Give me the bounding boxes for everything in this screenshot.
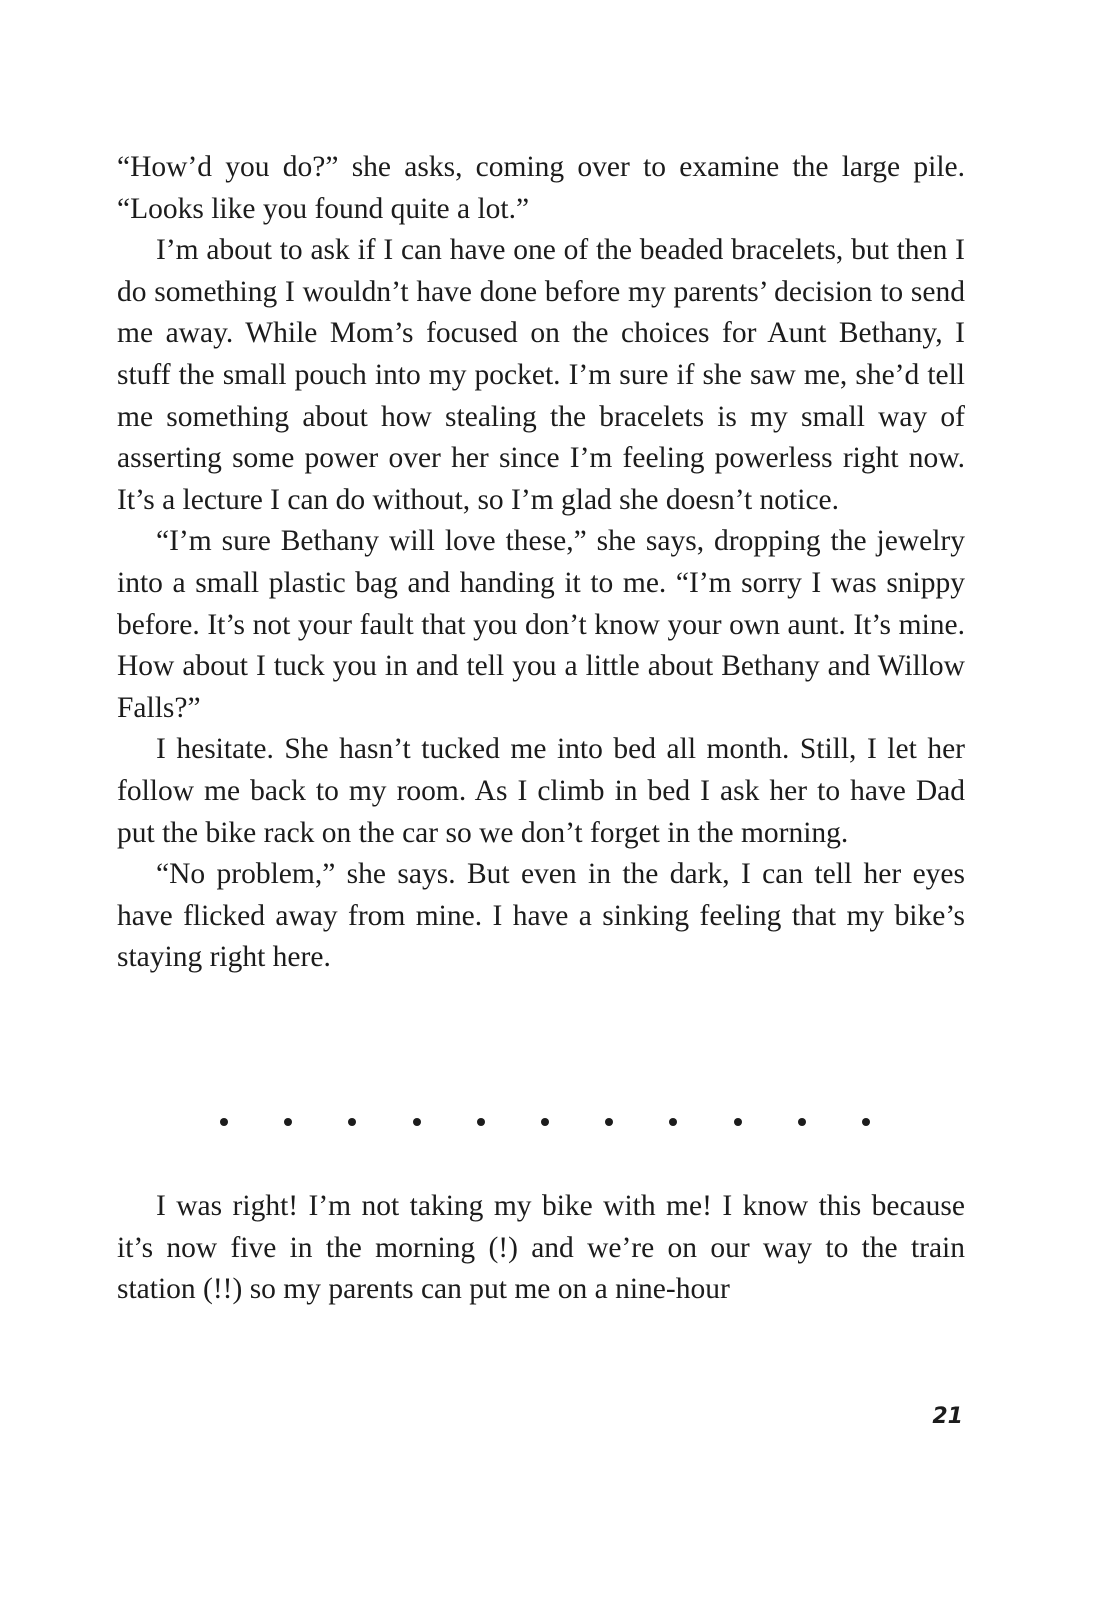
paragraph: I was right! I’m not taking my bike with me! I know this because it’s now five in the morning (!) and we’re on our way to the train station (!!) so my parents can put me on a nine-hour (117, 1190, 965, 1306)
separator-dot (220, 1118, 228, 1126)
separator-dot (477, 1118, 485, 1126)
section-break-separator (220, 1112, 870, 1132)
separator-dot (669, 1118, 677, 1126)
separator-dot (348, 1118, 356, 1126)
paragraph: “I’m sure Bethany will love these,” she says, dropping the jewelry into a small plastic bag and handing it to me. “I’m sorry I was snippy before. It’s not your fault that you don’t know your own aunt. It’s mine. How about I tuck you in and tell you a little about Bethany and Willow Falls?” (117, 525, 965, 724)
separator-dot (284, 1118, 292, 1126)
paragraph: I hesitate. She hasn’t tucked me into bed all month. Still, I let her follow me back to my room. As I climb in bed I ask her to have Dad put the bike rack on the car so we don’t forget in the morning. (117, 733, 965, 849)
separator-dot (862, 1118, 870, 1126)
separator-dot (541, 1118, 549, 1126)
paragraph: “How’d you do?” she asks, coming over to examine the large pile. “Looks like you found quite a lot.” (117, 151, 965, 225)
text-block-top (117, 147, 965, 979)
page-number: 21 (932, 1404, 963, 1429)
text-block-bottom (117, 1186, 965, 1311)
separator-dot (798, 1118, 806, 1126)
separator-dot (413, 1118, 421, 1126)
separator-dot (605, 1118, 613, 1126)
separator-dot (734, 1118, 742, 1126)
paragraph: I’m about to ask if I can have one of the beaded bracelets, but then I do something I wouldn’t have done before my parents’ decision to send me away. While Mom’s focused on the choices for Aunt Bethany, I stuff the small pouch into my pocket. I’m sure if she saw me, she’d tell me something about how stealing the bracelets is my small way of asserting some power over her since I’m feeling powerless right now. It’s a lecture I can do without, so I’m glad she doesn’t notice. (117, 234, 965, 516)
paragraph: “No problem,” she says. But even in the dark, I can tell her eyes have flicked away from mine. I have a sinking feeling that my bike’s staying right here. (117, 858, 965, 974)
